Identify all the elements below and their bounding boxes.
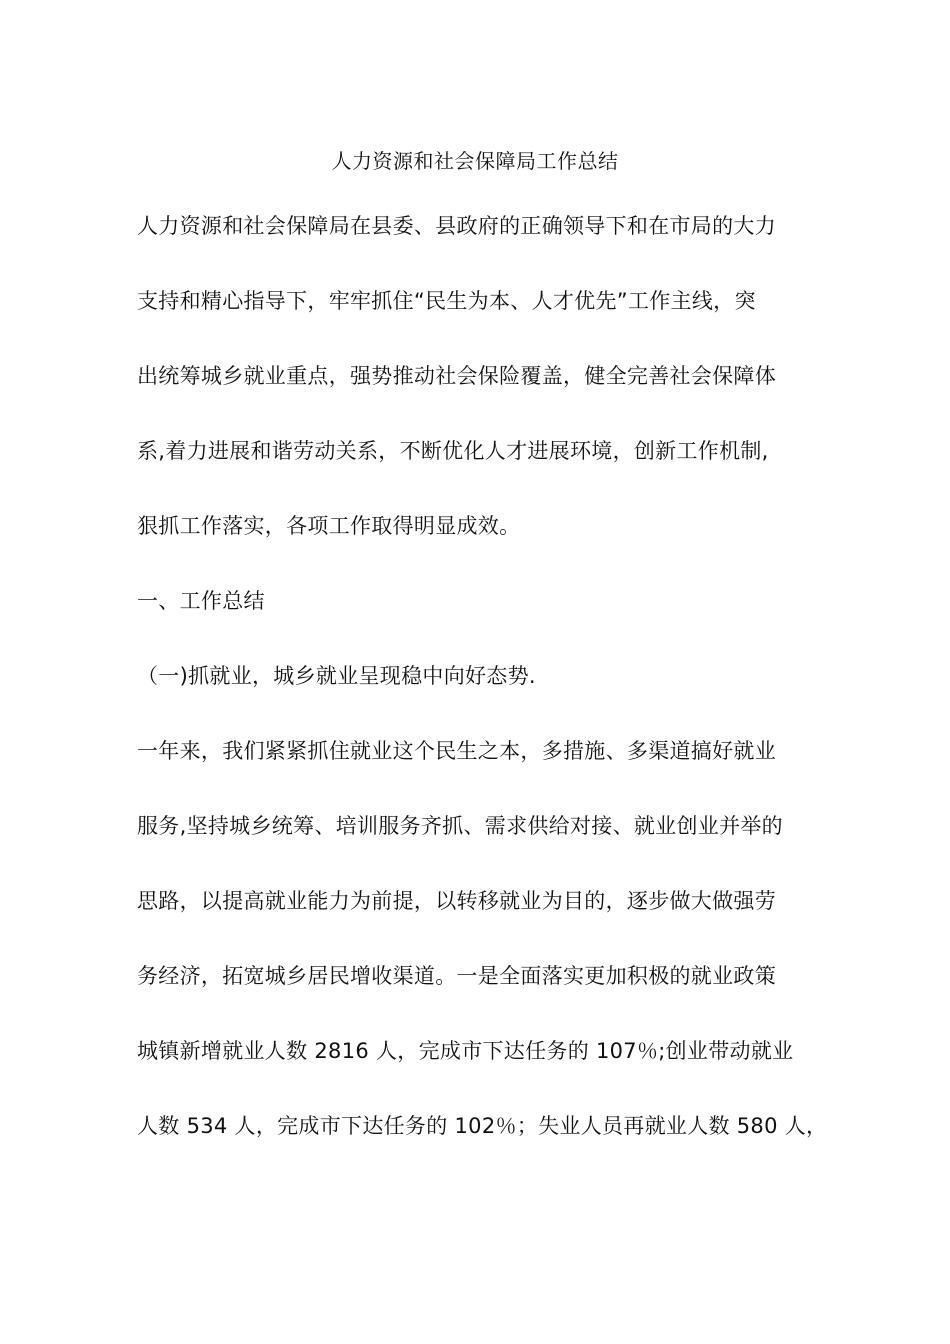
paragraph-line-2: 支持和精心指导下，牢牢抓住“民生为本、人才优先”工作主线，突 — [137, 289, 756, 313]
subsection-heading-1: （一)抓就业，城乡就业呈现稳中向好态势. — [137, 664, 536, 688]
paragraph-line-6: 一年来，我们紧紧抓住就业这个民生之本，多措施、多渠道搞好就业 — [137, 739, 776, 763]
document-title: 人力资源和社会保障局工作总结 — [331, 149, 619, 173]
paragraph-line-1: 人力资源和社会保障局在县委、县政府的正确领导下和在市局的大力 — [137, 214, 776, 238]
section-heading-1: 一、工作总结 — [137, 589, 265, 613]
paragraph-line-4: 系,着力进展和谐劳动关系，不断优化人才进展环境，创新工作机制, — [137, 439, 769, 463]
paragraph-line-5: 狠抓工作落实，各项工作取得明显成效。 — [137, 514, 521, 538]
paragraph-line-7: 服务,坚持城乡统筹、培训服务齐抓、需求供给对接、就业创业并举的 — [137, 814, 783, 838]
paragraph-line-3: 出统筹城乡就业重点，强势推动社会保险覆盖，健全完善社会保障体 — [137, 364, 776, 388]
paragraph-line-10: 城镇新增就业人数 2816 人，完成市下达任务的 107％;创业带动就业 — [137, 1039, 794, 1063]
paragraph-line-11: 人数 534 人，完成市下达任务的 102％；失业人员再就业人数 580 人， — [137, 1114, 828, 1138]
paragraph-line-8: 思路，以提高就业能力为前提，以转移就业为目的，逐步做大做强劳 — [137, 889, 776, 913]
paragraph-line-9: 务经济，拓宽城乡居民增收渠道。一是全面落实更加积极的就业政策 — [137, 964, 776, 988]
